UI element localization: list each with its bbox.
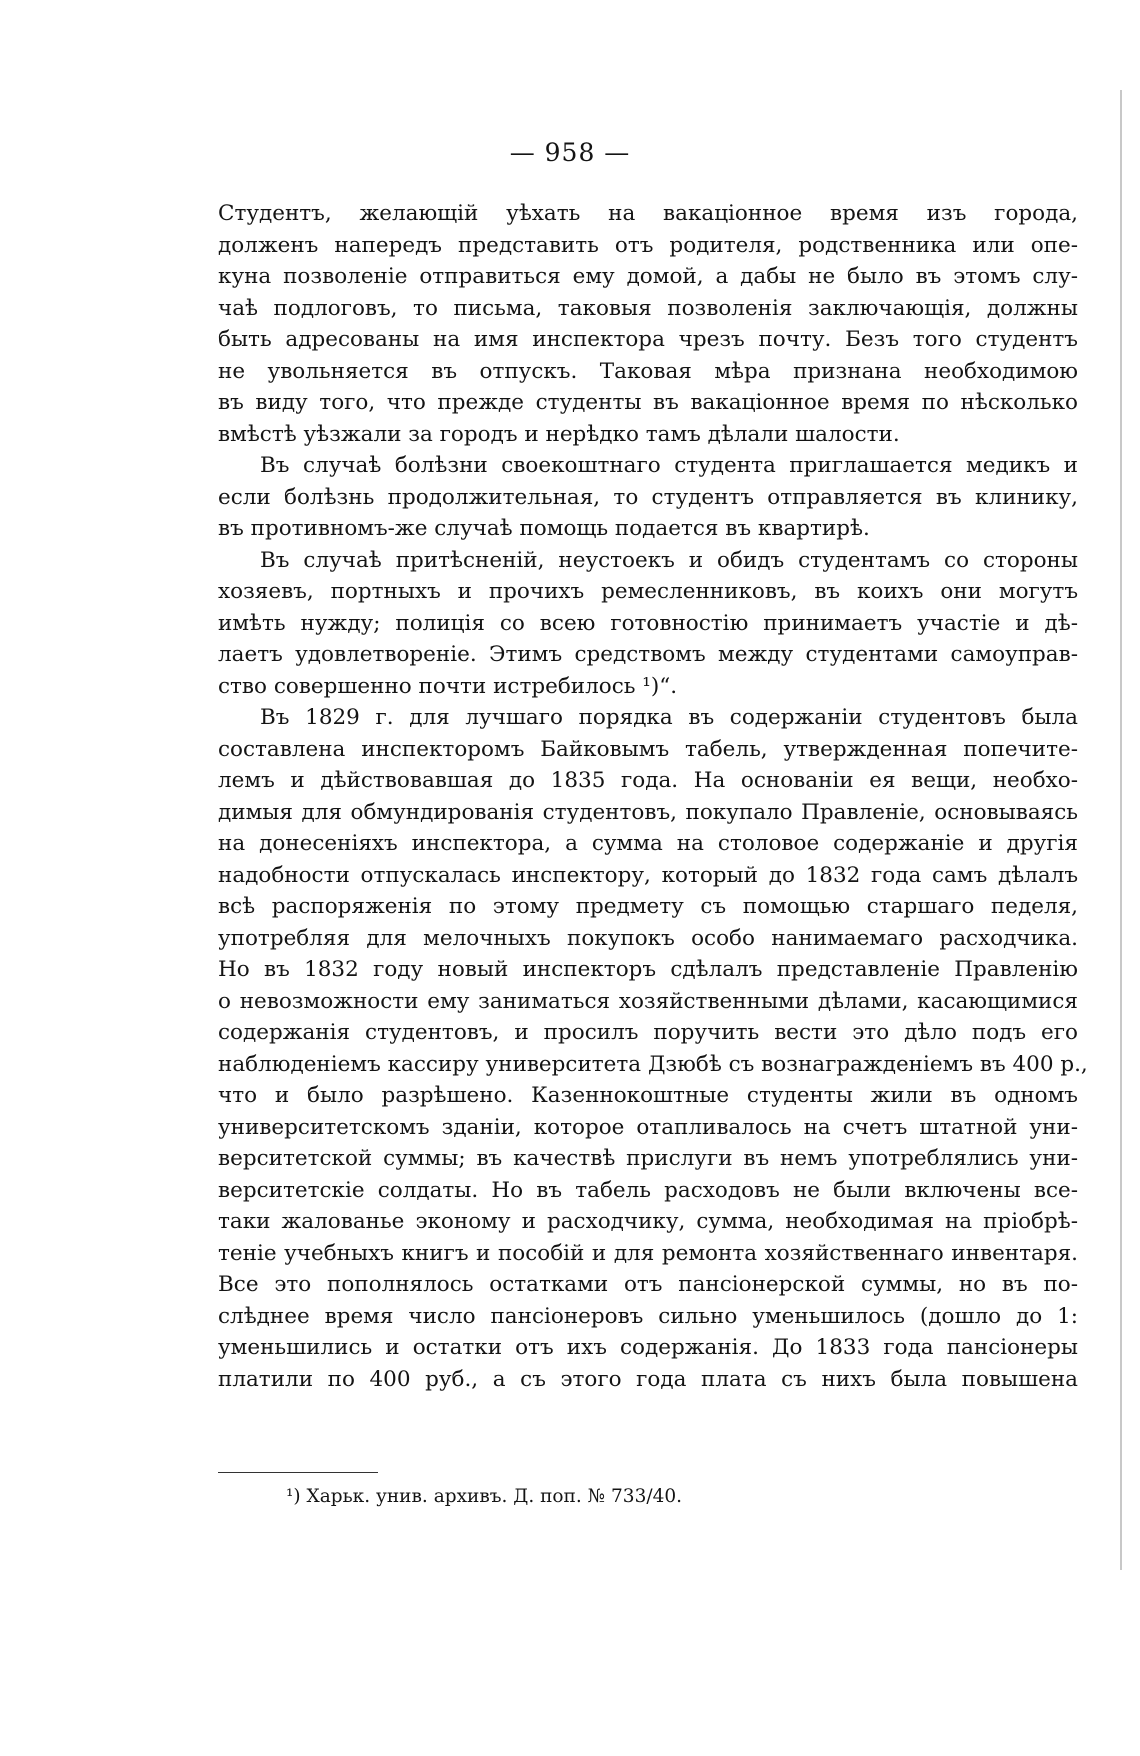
- page-edge-line: [1120, 90, 1122, 1570]
- text-line: таки жалованье эконому и расходчику, сумма, необходимая на пріобрѣ-: [218, 1209, 1078, 1234]
- text-line: куна позволеніе отправиться ему домой, а дабы не было въ этомъ слу-: [218, 264, 1078, 289]
- text-line: быть адресованы на имя инспектора чрезъ почту. Безъ того студентъ: [218, 327, 1078, 352]
- text-line: лемъ и дѣйствовавшая до 1835 года. На основаніи ея вещи, необхо-: [218, 768, 1078, 793]
- footnote-divider: [218, 1472, 378, 1473]
- text-line: Въ случаѣ болѣзни своекоштнаго студента приглашается медикъ и: [260, 453, 1078, 478]
- text-line: содержанія студентовъ, и просилъ поручить вести это дѣло подъ его: [218, 1020, 1078, 1045]
- text-line: Все это пополнялось остатками отъ пансіонерской суммы, но въ по-: [218, 1272, 1078, 1297]
- text-line: о невозможности ему заниматься хозяйственными дѣлами, касающимися: [218, 988, 1078, 1014]
- text-line: составлена инспекторомъ Байковымъ табель, утвержденная попечите-: [218, 736, 1078, 762]
- text-line: долженъ напередъ представить отъ родителя, родственника или опе-: [218, 232, 1078, 258]
- text-line: уменьшились и остатки отъ ихъ содержанія. До 1833 года пансіонеры: [218, 1335, 1078, 1360]
- text-line: верситетской суммы; въ качествѣ прислуги въ немъ употреблялись уни-: [218, 1146, 1078, 1171]
- text-line: лаетъ удовлетвореніе. Этимъ средствомъ между студентами самоуправ-: [218, 642, 1078, 667]
- text-line: Но въ 1832 году новый инспекторъ сдѣлалъ представленіе Правленію: [218, 957, 1078, 982]
- text-line: чаѣ подлоговъ, то письма, таковыя позволенія заключающія, должны: [218, 295, 1078, 321]
- body-text: [218, 198, 1088, 1395]
- text-line: употребляя для мелочныхъ покупокъ особо нанимаемаго расходчика.: [218, 925, 1078, 951]
- text-line: на донесеніяхъ инспектора, а сумма на столовое содержаніе и другія: [218, 831, 1078, 856]
- text-line: хозяевъ, портныхъ и прочихъ ремесленниковъ, въ коихъ они могутъ: [218, 579, 1078, 604]
- text-line: Въ случаѣ притѣсненій, неустоекъ и обидъ студентамъ со стороны: [260, 547, 1078, 573]
- text-line: въ противномъ-же случаѣ помощь подается въ квартирѣ.: [218, 516, 870, 541]
- text-line: верситетскіе солдаты. Но въ табель расходовъ не были включены все-: [218, 1177, 1078, 1203]
- text-line: что и было разрѣшено. Казеннокоштные студенты жили въ одномъ: [218, 1083, 1078, 1108]
- text-line: не увольняется въ отпускъ. Таковая мѣра признана необходимою: [218, 358, 1078, 384]
- text-line: въ виду того, что прежде студенты въ вакаціонное время по нѣсколько: [218, 390, 1078, 415]
- text-line: вмѣстѣ уѣзжали за городъ и нерѣдко тамъ дѣлали шалости.: [218, 421, 900, 447]
- text-line: слѣднее время число пансіонеровъ сильно уменьшилось (дошло до 1:: [218, 1303, 1078, 1329]
- text-line: Въ 1829 г. для лучшаго порядка въ содержаніи студентовъ была: [260, 705, 1078, 730]
- text-line: теніе учебныхъ книгъ и пособій и для ремонта хозяйственнаго инвентаря.: [218, 1240, 1078, 1266]
- text-line: наблюденіемъ кассиру университета Дзюбѣ съ вознагражденіемъ въ 400 р.,: [218, 1051, 1088, 1077]
- text-line: ство совершенно почти истребилось ¹)“.: [218, 673, 678, 699]
- text-line: если болѣзнь продолжительная, то студентъ отправляется въ клинику,: [218, 484, 1078, 510]
- footnote: [286, 1484, 682, 1510]
- text-line: университетскомъ зданіи, которое отапливалось на счетъ штатной уни-: [218, 1114, 1078, 1140]
- text-line: димыя для обмундированія студентовъ, покупало Правленіе, основываясь: [218, 799, 1078, 825]
- footnote-marker: ¹): [286, 1486, 301, 1507]
- text-line: платили по 400 руб., а съ этого года плата съ нихъ была повышена: [218, 1366, 1078, 1392]
- text-line: Студентъ, желающій уѣхать на вакаціонное время изъ города,: [218, 201, 1078, 226]
- text-line: надобности отпускалась инспектору, который до 1832 года самъ дѣлалъ: [218, 862, 1078, 888]
- page-number: — 958 —: [509, 138, 631, 167]
- footnote-text: Харьк. унив. архивъ. Д. поп. № 733/40.: [306, 1486, 682, 1507]
- text-line: имѣть нужду; полиція со всею готовностію принимаетъ участіе и дѣ-: [218, 610, 1078, 636]
- text-line: всѣ распоряженія по этому предмету съ помощью старшаго педеля,: [218, 894, 1078, 919]
